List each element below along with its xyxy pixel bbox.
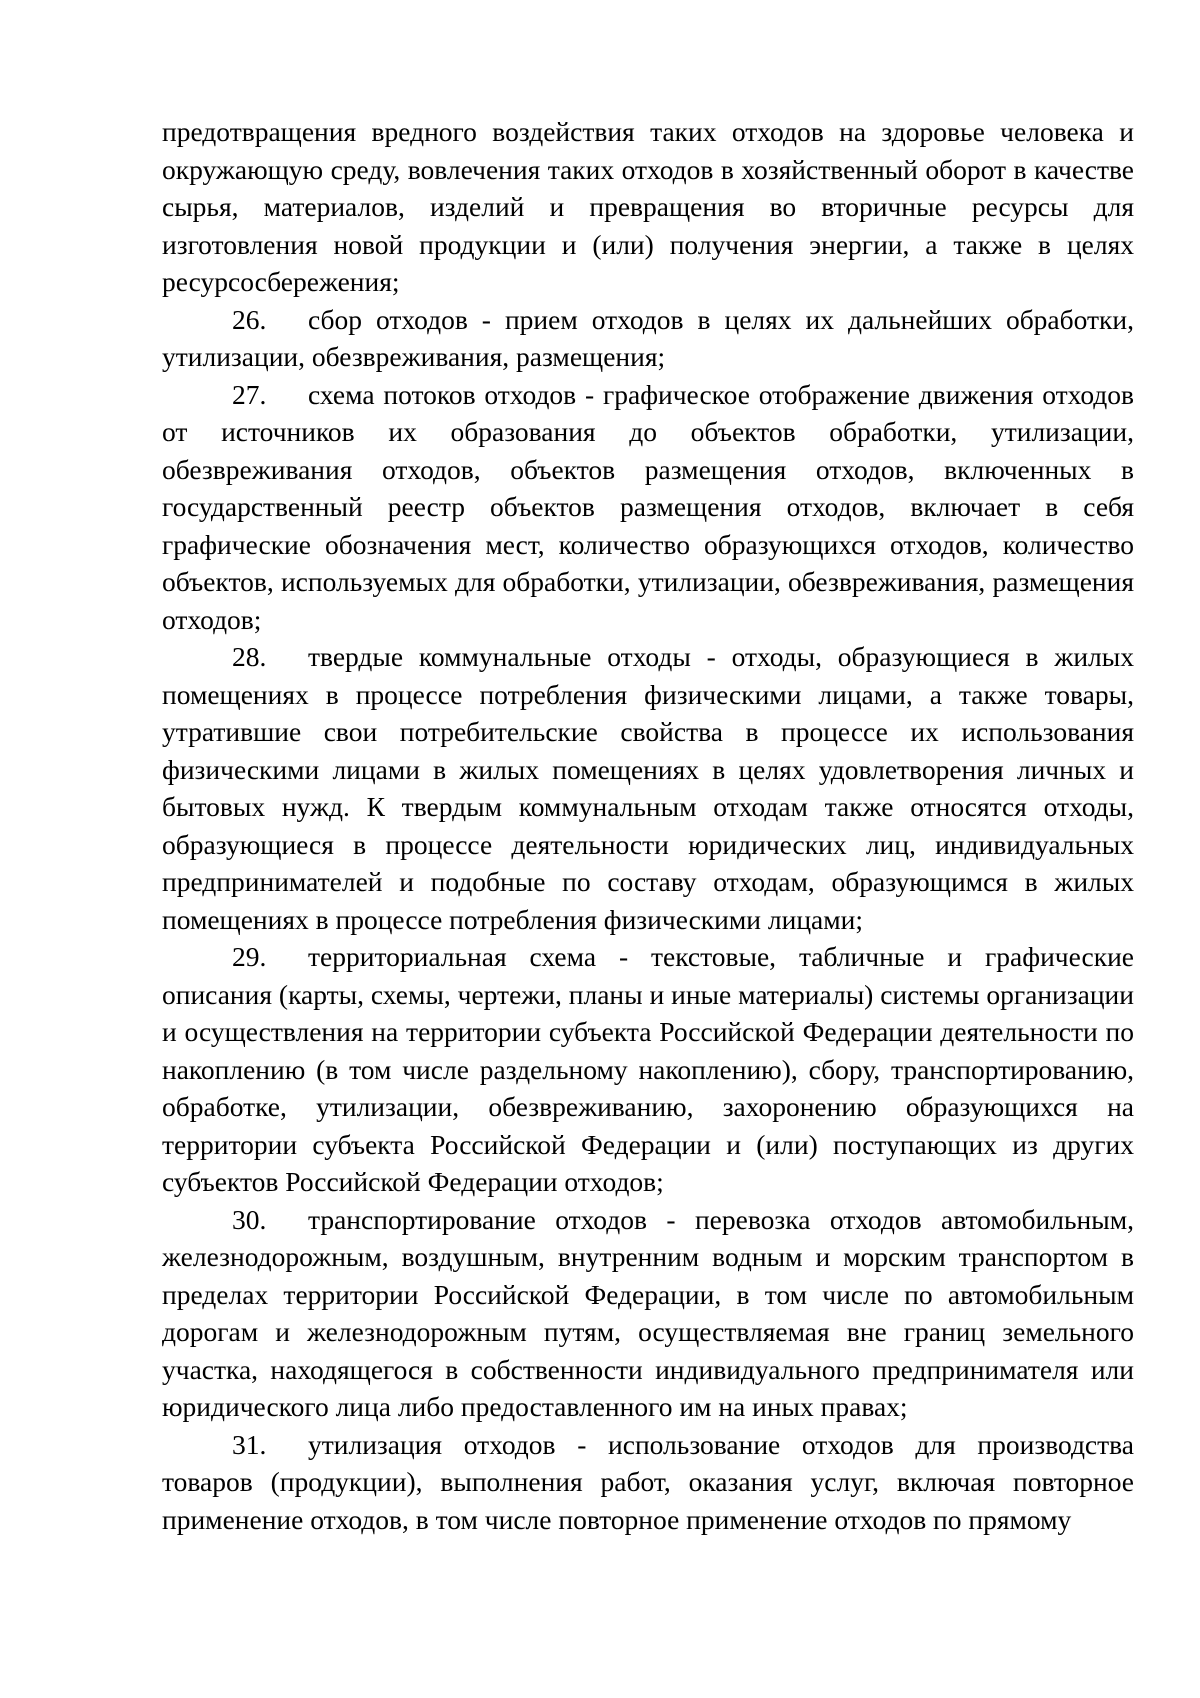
continuation-paragraph: предотвращения вредного воздействия таких отходов на здоровье человека и окружающую среду, вовлечения таких отходов в хозяйственный оборот в качестве сырья, материалов, изделий и превращения во вторичные ресурсы для изготовления новой продукции и (или) получения энергии, а также в целях ресурсосбережения; bbox=[162, 116, 1134, 297]
list-item-27 bbox=[162, 376, 1134, 639]
list-item-31 bbox=[162, 1426, 1134, 1539]
list-item-26 bbox=[162, 301, 1134, 376]
list-item-28 bbox=[162, 638, 1134, 938]
list-item-30 bbox=[162, 1201, 1134, 1426]
item-number: 28. bbox=[232, 641, 267, 672]
item-text: транспортирование отходов - перевозка отходов автомобильным, железнодорожным, воздушным, внутренним водным и морским транспортом в пределах территории Российской Федерации, в том числе по автомобильным дорогам и железнодорожным путям, осуществляемая вне границ земельного участка, находящегося в собственности индивидуального предпринимателя или юридического лица либо предоставленного им на иных правах; bbox=[162, 1203, 1134, 1422]
item-text: твердые коммунальные отходы - отходы, образующиеся в жилых помещениях в процессе потребления физическими лицами, а также товары, утратившие свои потребительские свойства в процессе их использования физическими лицами в жилых помещениях в целях удовлетворения личных и бытовых нужд. К твердым коммунальным отходам также относятся отходы, образующиеся в процессе деятельности юридических лиц, индивидуальных предпринимателей и подобные по составу отходам, образующимся в жилых помещениях в процессе потребления физическими лицами; bbox=[162, 641, 1134, 935]
list-item-29 bbox=[162, 938, 1134, 1201]
item-number: 27. bbox=[232, 378, 267, 410]
item-number: 30. bbox=[232, 1203, 267, 1235]
item-text: утилизация отходов - использование отходов для производства товаров (продукции), выполнения работ, оказания услуг, включая повторное применение отходов, в том числе повторное применение отходов по прямому bbox=[162, 1428, 1134, 1535]
item-number: 29. bbox=[232, 941, 267, 972]
item-text: сбор отходов - прием отходов в целях их дальнейших обработки, утилизации, обезвреживания, размещения; bbox=[162, 303, 1134, 372]
item-number: 31. bbox=[232, 1428, 267, 1460]
item-text: территориальная схема - текстовые, табличные и графические описания (карты, схемы, чертежи, планы и иные материалы) системы организации и осуществления на территории субъекта Российской Федерации деятельности по накоплению (в том числе раздельному накоплению), сбору, транспортированию, обработке, утилизации, обезвреживанию, захоронению образующихся на территории субъекта Российской Федерации и (или) поступающих из других субъектов Российской Федерации отходов; bbox=[162, 941, 1134, 1197]
item-text: схема потоков отходов - графическое отображение движения отходов от источников их образования до объектов обработки, утилизации, обезвреживания отходов, объектов размещения отходов, включенных в государственный реестр объектов размещения отходов, включает в себя графические обозначения мест, количество образующихся отходов, количество объектов, используемых для обработки, утилизации, обезвреживания, размещения отходов; bbox=[162, 378, 1134, 635]
document-body bbox=[162, 113, 1134, 1538]
item-number: 26. bbox=[232, 303, 267, 335]
